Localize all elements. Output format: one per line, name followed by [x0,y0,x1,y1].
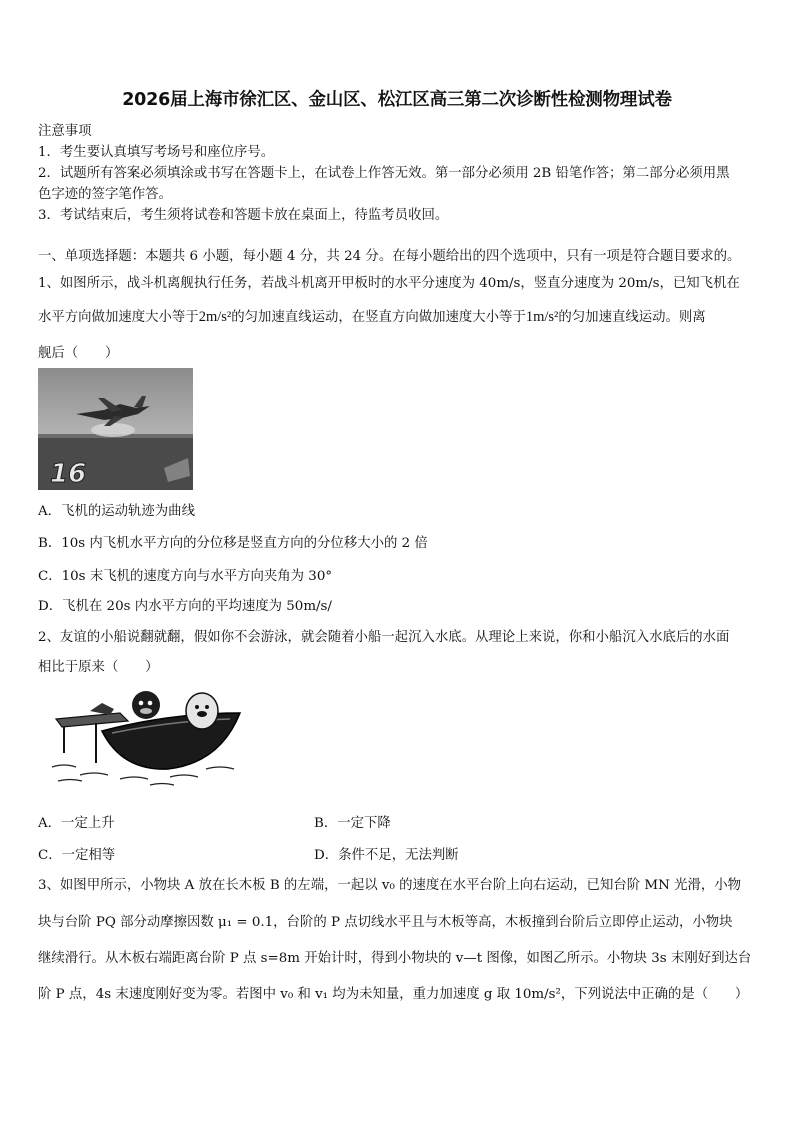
q1-option-a: A．飞机的运动轨迹为曲线 [38,504,195,519]
notice-item: 2．试题所有答案必须填涂或书写在答题卡上，在试卷上作答无效。第一部分必须用 2B 铅笔作答；第二部分必须用黑 [38,166,730,181]
section-heading: 一、单项选择题：本题共 6 小题，每小题 4 分，共 24 分。在每小题给出的四个选项中，只有一项是符合题目要求的。 [38,249,741,264]
q1-stem-line [38,306,706,326]
q3-stem-line: 块与台阶 PQ 部分动摩擦因数 μ₁ = 0.1，台阶的 P 点切线水平且与木板等高，木板撞到台阶后立即停止运动，小物块 [38,915,733,930]
q2-option-a: A．一定上升 [38,816,115,831]
q1-accel-horizontal: 2m/s² [198,309,232,325]
q2-option-b: B．一定下降 [314,816,391,831]
q3-stem-line: 继续滑行。从木板右端距离台阶 P 点 s=8m 开始计时，得到小物块的 v—t 图像，如图乙所示。小物块 3s 末刚好到达台 [38,951,752,966]
q3-stem-line: 3、如图甲所示，小物块 A 放在长木板 B 的左端，一起以 v₀ 的速度在水平台阶上向右运动，已知台阶 MN 光滑，小物 [38,878,742,893]
notice-heading: 注意事项 [38,124,92,139]
exam-title: 2026届上海市徐汇区、金山区、松江区高三第二次诊断性检测物理试卷 [122,90,672,110]
q2-boat-cartoon [50,683,242,789]
q1-jet-photo [38,368,193,490]
q1-stem-line: 1、如图所示，战斗机离舰执行任务，若战斗机离开甲板时的水平分速度为 40m/s，竖直分速度为 20m/s，已知飞机在 [38,276,740,291]
q1-stem-line: 舰后（ ） [38,346,119,361]
notice-item: 3．考试结束后，考生须将试卷和答题卡放在桌面上，待监考员收回。 [38,208,449,223]
q1-text: 水平方向做加速度大小等于 [38,310,199,325]
notice-item: 1．考生要认真填写考场号和座位序号。 [38,145,275,160]
q1-text: 的匀加速直线运动，在竖直方向做加速度大小等于 [231,310,526,325]
deck-number-marking [50,459,86,489]
svg-text:16: 16 [50,459,87,489]
q1-option-c: C．10s 末飞机的速度方向与水平方向夹角为 30° [38,569,333,584]
q3-stem-line: 阶 P 点，4s 末速度刚好变为零。若图中 v₀ 和 v₁ 均为未知量，重力加速度 g 取 10m/s²，下列说法中正确的是（ ） [38,987,749,1002]
q1-option-b: B．10s 内飞机水平方向的分位移是竖直方向的分位移大小的 2 倍 [38,536,428,551]
notice-item: 色字迹的签字笔作答。 [38,187,172,202]
q2-option-c: C．一定相等 [38,848,116,863]
q1-option-d: D．飞机在 20s 内水平方向的平均速度为 50m/s/ [38,599,332,614]
q1-accel-vertical: 1m/s² [525,309,559,325]
q1-text: 的匀加速直线运动。则离 [558,310,706,325]
q2-option-d: D．条件不足，无法判断 [314,848,459,863]
q2-stem-line: 相比于原来（ ） [38,660,159,675]
q2-stem-line: 2、友谊的小船说翻就翻，假如你不会游泳，就会随着小船一起沉入水底。从理论上来说，你和小船沉入水底后的水面 [38,630,730,645]
